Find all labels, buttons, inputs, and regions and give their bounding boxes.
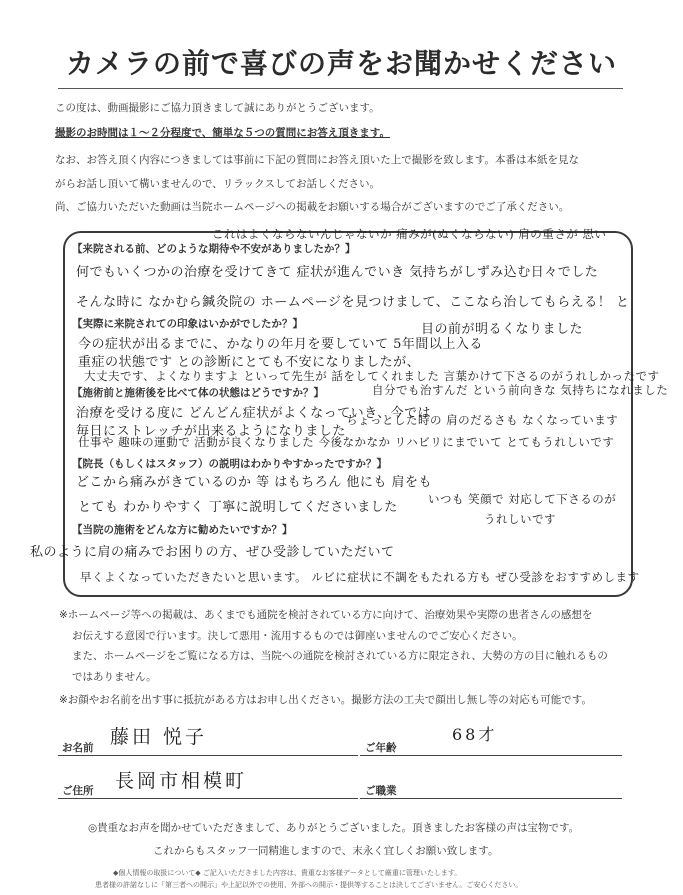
note-line: ではありません。 xyxy=(72,671,157,683)
intro-line: この度は、動画撮影にご協力頂きまして誠にありがとうございます。 xyxy=(55,102,380,114)
age-value: 68才 xyxy=(452,725,498,744)
intro-line: 尚、ご協力いただいた動画は当院ホームページへの掲載をお願いする場合がございますのでご了承ください。 xyxy=(55,201,570,213)
handwritten-answer: とても わかりやすく 丁寧に説明してくださいました xyxy=(78,500,398,515)
address-value: 長岡市相模町 xyxy=(115,770,248,792)
privacy-note: 患者様の許諾なしに「第三者への開示」や上記以外での使用、外部への開示・提供等することは決してございません。ご安心ください。 xyxy=(95,881,523,889)
name-label: お名前 xyxy=(62,742,94,754)
intro-line-emphasis: 撮影のお時間は１～２分程度で、簡単な５つの質問にお答え頂きます。 xyxy=(55,127,390,139)
handwritten-answer: 大丈夫です、よくなりますよ といって先生が 話をしてくれました 言葉かけて下さるのがうれしかったです xyxy=(84,369,660,383)
handwritten-answer: 何でもいくつかの治療を受けてきて 症状が進んでいき 気持ちがしずみ込む日々でした xyxy=(76,265,599,280)
note-line: ※お顔やお名前を出す事に抵抗がある方はお申し出ください。撮影方法の工夫で顔出し無し等の対応も可能です。 xyxy=(59,694,592,706)
address-underline xyxy=(58,798,358,799)
age-underline xyxy=(360,755,622,756)
handwritten-answer: 毎日にストレッチが出来るようになりました xyxy=(76,424,346,439)
handwritten-answer: 仕事や 趣味の運動で 活動が良くなりました 今後なかなか リハビリにまでいて とてもうれしいです xyxy=(78,435,615,449)
note-line: お伝えする意図で行います。決して悪用・流用するものでは御座いませんのでご安心ください。 xyxy=(72,630,523,642)
question-label: 【施術前と施術後を比べて体の状態はどうですか？】 xyxy=(72,387,324,399)
handwritten-answer: これはよくならないんじゃないか 痛みが(ぬくならない) 肩の重さが 思い xyxy=(212,227,607,241)
thanks-line: これからもスタッフ一同精進しますので、末永く宜しくお願い致します。 xyxy=(153,845,499,857)
intro-line: がらお話し頂いて構いませんので、リラックスしてお話しください。 xyxy=(55,178,380,190)
page-title: カメラの前で喜びの声をお聞かせください xyxy=(65,47,617,80)
handwritten-answer: 私のように肩の痛みでお困りの方、ぜひ受診していただいて xyxy=(30,545,395,560)
handwritten-answer: 早くよくなっていただきたいと思います。 ルビに症状に不調をもたれる方も ぜひ受診をおすすめします xyxy=(80,570,640,584)
thanks-line: ◎貴重なお声を聞かせていただきまして、ありがとうございました。頂きましたお客様の声は宝物です。 xyxy=(88,822,580,834)
handwritten-answer: 治療を受ける度に どんどん症状がよくなっていき、今では xyxy=(76,406,432,421)
handwritten-answer: どこから痛みがきているのか 等 はもちろん 他にも 肩をも xyxy=(76,475,433,490)
title-underline xyxy=(58,88,623,89)
handwritten-answer: 今の症状が出るまでに、かなりの年月を要していて 5年間以上入る xyxy=(78,337,483,352)
job-underline xyxy=(360,798,622,799)
note-line: また、ホームページをご覧になる方は、当院への通院を検討されている方に限定され、大勢の方の目に触れるもの xyxy=(72,650,608,662)
name-underline xyxy=(58,755,358,756)
handwritten-answer: うれしいです xyxy=(484,512,556,526)
name-value: 藤田 悦子 xyxy=(110,726,208,748)
handwritten-answer: ちょっとした時の 肩のだるさも なくなっています xyxy=(346,413,619,427)
handwritten-answer: 自分でも治すんだ という前向きな 気持ちになれました xyxy=(372,383,669,397)
note-line: ※ホームページ等への掲載は、あくまでも通院を検討されている方に向けて、治療効果や実際の患者さんの感想を xyxy=(59,609,593,621)
handwritten-answer: いつも 笑顔で 対応して下さるのが xyxy=(428,492,617,506)
handwritten-answer: そんな時に なかむら鍼灸院の ホームページを見つけまして、ここなら治してもらえる！ と xyxy=(76,295,630,310)
handwritten-answer: 目の前が明るくなりました xyxy=(421,322,584,337)
privacy-note: ◆個人情報の取扱について◆ ご記入いただきました内容は、貴重なお客様データとして厳重に管理いたします。 xyxy=(113,869,462,877)
question-label: 【院長（もしくはスタッフ）の説明はわかりやすかったですか？】 xyxy=(72,458,387,470)
address-label: ご住所 xyxy=(62,785,94,797)
question-label: 【当院の施術をどんな方に勧めたいですか？】 xyxy=(72,524,293,536)
age-label: ご年齢 xyxy=(365,742,397,754)
intro-line: なお、お答え頂く内容につきましては事前に下記の質問にお答え頂いた上で撮影を致します。本番は本紙を見な xyxy=(55,154,579,166)
job-label: ご職業 xyxy=(365,785,397,797)
question-label: 【来院される前、どのような期待や不安がありましたか？】 xyxy=(72,243,356,255)
handwritten-answer: 重症の状態です との診断にとても不安になりましたが、 xyxy=(78,355,421,370)
question-label: 【実際に来院されての印象はいかがでしたか？】 xyxy=(72,318,303,330)
